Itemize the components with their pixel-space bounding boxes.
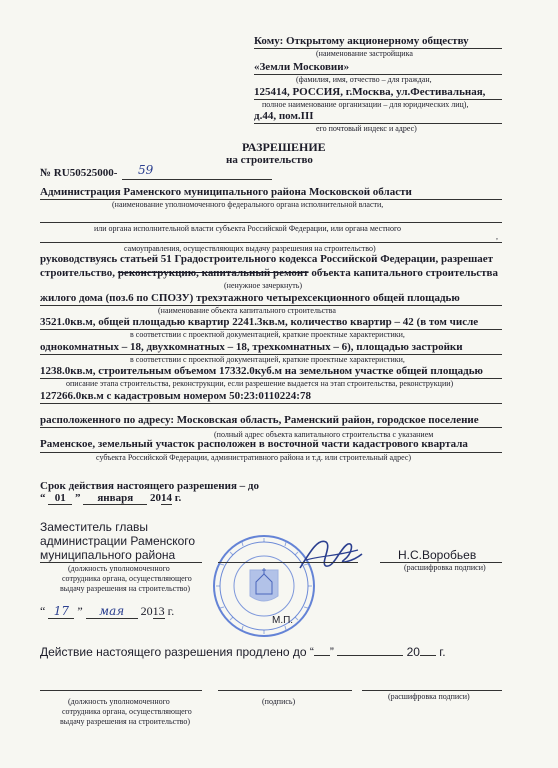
divider xyxy=(362,690,502,691)
validity-year-prefix: 20 xyxy=(150,492,161,504)
extension-decode-caption: (расшифровка подписи) xyxy=(388,692,470,701)
extension-signature-caption: (подпись) xyxy=(262,697,296,706)
subject-caption: субъекта Российской Федерации, административного района и т.д. или строительный адрес) xyxy=(96,453,412,462)
object-word: объекта капитального строительства xyxy=(311,267,498,279)
location-value: Московская область, Раменский район, городское поселение xyxy=(176,414,479,426)
divider xyxy=(40,222,502,223)
body-line-1: руководствуясь статьей 51 Градостроительного кодекса Российской Федерации, разрешает xyxy=(40,253,494,265)
struck-out-text: реконструкцию, капитальный ремонт xyxy=(117,267,309,279)
divider xyxy=(40,690,202,691)
seal-mark: М.П. xyxy=(272,615,294,626)
quote-open: “ xyxy=(40,604,46,618)
full-name-caption: полное наименование организации – для юридических лиц), xyxy=(262,100,469,109)
applicant-address-line1: 125414, РОССИЯ, г.Москва, ул.Фестивальная, xyxy=(254,86,486,98)
extension-year-suffix: г. xyxy=(439,645,446,659)
authority-caption-2-comma: , xyxy=(496,232,498,241)
quote-close: ” xyxy=(75,492,81,504)
project-caption-1: в соответствии с проектной документацией, краткие проектные характеристики, xyxy=(130,330,405,339)
document-subtitle: на строительство xyxy=(226,154,313,166)
name-caption: (расшифровка подписи) xyxy=(404,563,486,572)
quote-close: ” xyxy=(329,645,334,659)
authority-caption-1: (наименование уполномоченного федерального органа исполнительной власти, xyxy=(112,200,384,209)
construction-word: строительство, xyxy=(40,267,116,279)
divider xyxy=(40,403,502,404)
permit-number-label: № RU50525000- xyxy=(40,167,118,179)
address-caption: (полный адрес объекта капитального строительства с указанием xyxy=(214,430,434,439)
extension-position-caption-1: (должность уполномоченного xyxy=(68,697,170,706)
divider xyxy=(218,562,358,563)
signatory-title-2: администрации Раменского xyxy=(40,534,196,548)
extension-label: Действие настоящего разрешения продлено до xyxy=(40,645,307,659)
divider xyxy=(40,562,202,563)
signatory-title-1: Заместитель главы xyxy=(40,520,149,534)
validity-year-suffix: г. xyxy=(174,492,182,504)
issue-day: 17 xyxy=(48,604,74,619)
signature-icon xyxy=(296,530,366,576)
body-line-5: однокомнатных – 18, двухкомнатных – 18, трехкомнатных – 6), площадью застройки xyxy=(40,341,463,353)
authority-caption-3: самоуправления, осуществляющих выдачу разрешения на строительство) xyxy=(124,244,376,253)
extension-position-caption-2: сотрудника органа, осуществляющего xyxy=(62,707,192,716)
extension-year-field[interactable] xyxy=(420,655,436,656)
location-label: расположенного по адресу: xyxy=(40,414,174,426)
issue-date xyxy=(40,604,174,619)
validity-day: 01 xyxy=(48,492,72,505)
project-caption-2: в соответствии с проектной документацией, краткие проектные характеристики, xyxy=(130,355,405,364)
divider xyxy=(122,179,272,180)
validity-label: Срок действия настоящего разрешения – до xyxy=(40,480,259,492)
validity-month: января xyxy=(83,492,147,505)
body-line-9: Раменское, земельный участок расположен в восточной части кадастрового квартала xyxy=(40,438,468,450)
body-line-3: жилого дома (поз.6 по СПОЗУ) трехэтажного четырехсекционного общей площадью xyxy=(40,292,460,304)
signatory-caption-2: сотрудника органа, осуществляющего xyxy=(62,574,192,583)
authority-name: Администрация Раменского муниципального района Московской области xyxy=(40,186,412,198)
issue-year-prefix: 20 xyxy=(140,604,153,618)
divider xyxy=(40,427,502,428)
document-title: РАЗРЕШЕНИЕ xyxy=(242,140,326,154)
addressee-line: Кому: Открытому акционерному обществу xyxy=(254,35,469,47)
strike-caption: (ненужное зачеркнуть) xyxy=(224,281,303,290)
validity-year: 14 xyxy=(161,492,172,504)
divider xyxy=(40,242,502,243)
extension-year-prefix: 20 xyxy=(406,645,420,659)
body-line-8 xyxy=(40,414,479,426)
authority-caption-2: или органа исполнительной власти субъекта Российской Федерации, или органа местного xyxy=(94,224,402,233)
object-caption: (наименование объекта капитального строительства xyxy=(158,306,336,315)
body-line-2 xyxy=(40,267,498,279)
quote-close: ” xyxy=(77,604,83,618)
stage-caption: описание этапа строительства, реконструкции, если разрешение выдается на этап строительства, реконструкции) xyxy=(66,379,454,388)
permit-number-handwritten: 59 xyxy=(138,163,154,177)
divider xyxy=(218,690,352,691)
signatory-title-3: муниципального района xyxy=(40,548,176,562)
applicant-address-line2: д.44, пом.III xyxy=(254,110,314,122)
extension-month-field[interactable] xyxy=(337,655,403,656)
extension-day-field[interactable] xyxy=(314,655,330,656)
signatory-caption-1: (должность уполномоченного xyxy=(68,564,170,573)
issue-month: мая xyxy=(86,604,138,619)
issue-year-suffix: г. xyxy=(167,604,175,618)
body-line-4: 3521.0кв.м, общей площадью квартир 2241.3кв.м, количество квартир – 42 (в том числе xyxy=(40,316,479,328)
postal-caption: его почтовый индекс и адрес) xyxy=(316,124,417,133)
body-line-7: 127266.0кв.м с кадастровым номером 50:23:0110224:78 xyxy=(40,390,311,402)
applicant-caption: (наименование застройщика xyxy=(316,49,413,58)
applicant-name: «Земли Московии» xyxy=(254,61,350,73)
signatory-caption-3: выдачу разрешения на строительство) xyxy=(60,584,191,593)
body-line-6: 1238.0кв.м, строительным объемом 17332.0куб.м на земельном участке общей площадью xyxy=(40,365,483,377)
quote-open: “ xyxy=(309,645,314,659)
extension-position-caption-3: выдачу разрешения на строительство) xyxy=(60,717,191,726)
validity-date xyxy=(40,492,181,505)
fio-caption: (фамилия, имя, отчество – для граждан, xyxy=(296,75,432,84)
issue-year: 13 xyxy=(152,604,165,618)
signatory-name: Н.С.Воробьев xyxy=(398,548,477,562)
extension-row xyxy=(40,645,446,659)
quote-open: “ xyxy=(40,492,46,504)
